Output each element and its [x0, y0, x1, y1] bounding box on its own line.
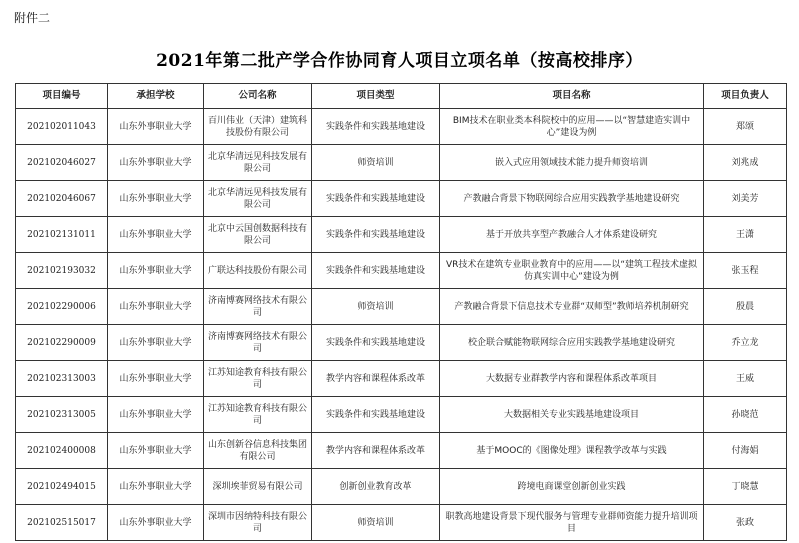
cell-company: 深圳市因纳特科技有限公司 [204, 505, 312, 541]
cell-company: 北京华清远见科技发展有限公司 [204, 181, 312, 217]
cell-project-lead: 王威 [704, 361, 787, 397]
cell-project-name: 基于开放共享型产教融合人才体系建设研究 [440, 217, 704, 253]
cell-school: 山东外事职业大学 [108, 253, 204, 289]
cell-company: 江苏知途教育科技有限公司 [204, 361, 312, 397]
table-row [16, 181, 787, 217]
project-table [15, 83, 787, 541]
cell-project-name: 基于MOOC的《图像处理》课程教学改革与实践 [440, 433, 704, 469]
cell-school: 山东外事职业大学 [108, 505, 204, 541]
col-header-company: 公司名称 [204, 84, 312, 109]
cell-project-name: 嵌入式应用领域技术能力提升师资培训 [440, 145, 704, 181]
cell-project-type: 实践条件和实践基地建设 [312, 325, 440, 361]
cell-project-id: 202102131011 [16, 217, 108, 253]
cell-company: 北京中云国创数据科技有限公司 [204, 217, 312, 253]
cell-project-lead: 乔立龙 [704, 325, 787, 361]
cell-project-name: VR技术在建筑专业职业教育中的应用——以“建筑工程技术虚拟仿真实训中心”建设为例 [440, 253, 704, 289]
col-header-id: 项目编号 [16, 84, 108, 109]
cell-project-lead: 殷晨 [704, 289, 787, 325]
cell-project-type: 师资培训 [312, 505, 440, 541]
cell-project-id: 202102313005 [16, 397, 108, 433]
cell-school: 山东外事职业大学 [108, 433, 204, 469]
cell-company: 江苏知途教育科技有限公司 [204, 397, 312, 433]
cell-school: 山东外事职业大学 [108, 181, 204, 217]
cell-project-name: BIM技术在职业类本科院校中的应用——以“智慧建造实训中心”建设为例 [440, 109, 704, 145]
cell-project-type: 师资培训 [312, 145, 440, 181]
col-header-school: 承担学校 [108, 84, 204, 109]
cell-project-id: 202102400008 [16, 433, 108, 469]
cell-school: 山东外事职业大学 [108, 361, 204, 397]
attachment-label: 附件二 [14, 11, 51, 25]
cell-school: 山东外事职业大学 [108, 109, 204, 145]
table-body [16, 109, 787, 541]
cell-project-lead: 孙晓范 [704, 397, 787, 433]
cell-project-name: 校企联合赋能物联网综合应用实践教学基地建设研究 [440, 325, 704, 361]
cell-company: 百川伟业（天津）建筑科技股份有限公司 [204, 109, 312, 145]
cell-company: 济南博赛网络技术有限公司 [204, 289, 312, 325]
cell-project-type: 实践条件和实践基地建设 [312, 253, 440, 289]
cell-project-lead: 刘美芳 [704, 181, 787, 217]
col-header-type: 项目类型 [312, 84, 440, 109]
cell-company: 山东创新谷信息科技集团有限公司 [204, 433, 312, 469]
cell-school: 山东外事职业大学 [108, 397, 204, 433]
cell-project-id: 202102046027 [16, 145, 108, 181]
cell-project-lead: 王潇 [704, 217, 787, 253]
cell-project-id: 202102494015 [16, 469, 108, 505]
table-row [16, 361, 787, 397]
table-row [16, 217, 787, 253]
cell-project-lead: 刘兆成 [704, 145, 787, 181]
cell-project-name: 大数据专业群教学内容和课程体系改革项目 [440, 361, 704, 397]
cell-project-id: 202102515017 [16, 505, 108, 541]
cell-project-type: 创新创业教育改革 [312, 469, 440, 505]
cell-project-lead: 张政 [704, 505, 787, 541]
col-header-project: 项目名称 [440, 84, 704, 109]
cell-school: 山东外事职业大学 [108, 289, 204, 325]
cell-project-type: 师资培训 [312, 289, 440, 325]
cell-company: 济南博赛网络技术有限公司 [204, 325, 312, 361]
cell-project-name: 大数据相关专业实践基地建设项目 [440, 397, 704, 433]
cell-project-type: 实践条件和实践基地建设 [312, 217, 440, 253]
cell-project-type: 实践条件和实践基地建设 [312, 397, 440, 433]
table-row [16, 469, 787, 505]
cell-project-type: 实践条件和实践基地建设 [312, 109, 440, 145]
col-header-lead: 项目负责人 [704, 84, 787, 109]
cell-project-id: 202102046067 [16, 181, 108, 217]
cell-school: 山东外事职业大学 [108, 145, 204, 181]
cell-school: 山东外事职业大学 [108, 325, 204, 361]
table-row [16, 109, 787, 145]
cell-project-type: 教学内容和课程体系改革 [312, 433, 440, 469]
cell-company: 北京华清远见科技发展有限公司 [204, 145, 312, 181]
table-header-row [16, 84, 787, 109]
cell-project-id: 202102290006 [16, 289, 108, 325]
cell-project-type: 实践条件和实践基地建设 [312, 181, 440, 217]
cell-school: 山东外事职业大学 [108, 217, 204, 253]
cell-project-name: 产教融合背景下信息技术专业群“双师型”教师培养机制研究 [440, 289, 704, 325]
cell-project-id: 202102011043 [16, 109, 108, 145]
cell-project-id: 202102193032 [16, 253, 108, 289]
table-row [16, 325, 787, 361]
cell-project-lead: 张玉程 [704, 253, 787, 289]
table-row [16, 289, 787, 325]
table-row [16, 253, 787, 289]
cell-project-name: 跨境电商课堂创新创业实践 [440, 469, 704, 505]
cell-project-name: 职教高地建设背景下现代服务与管理专业群师资能力提升培训项目 [440, 505, 704, 541]
cell-company: 深圳埃菲贸易有限公司 [204, 469, 312, 505]
table-row [16, 145, 787, 181]
cell-project-name: 产教融合背景下物联网综合应用实践教学基地建设研究 [440, 181, 704, 217]
cell-project-lead: 付海娟 [704, 433, 787, 469]
cell-project-lead: 郑颂 [704, 109, 787, 145]
cell-school: 山东外事职业大学 [108, 469, 204, 505]
cell-project-id: 202102290009 [16, 325, 108, 361]
cell-project-lead: 丁晓慧 [704, 469, 787, 505]
cell-company: 广联达科技股份有限公司 [204, 253, 312, 289]
cell-project-id: 202102313003 [16, 361, 108, 397]
table-row [16, 505, 787, 541]
document-title: 2021年第二批产学合作协同育人项目立项名单（按高校排序） [156, 51, 643, 71]
table-row [16, 433, 787, 469]
table-row [16, 397, 787, 433]
cell-project-type: 教学内容和课程体系改革 [312, 361, 440, 397]
